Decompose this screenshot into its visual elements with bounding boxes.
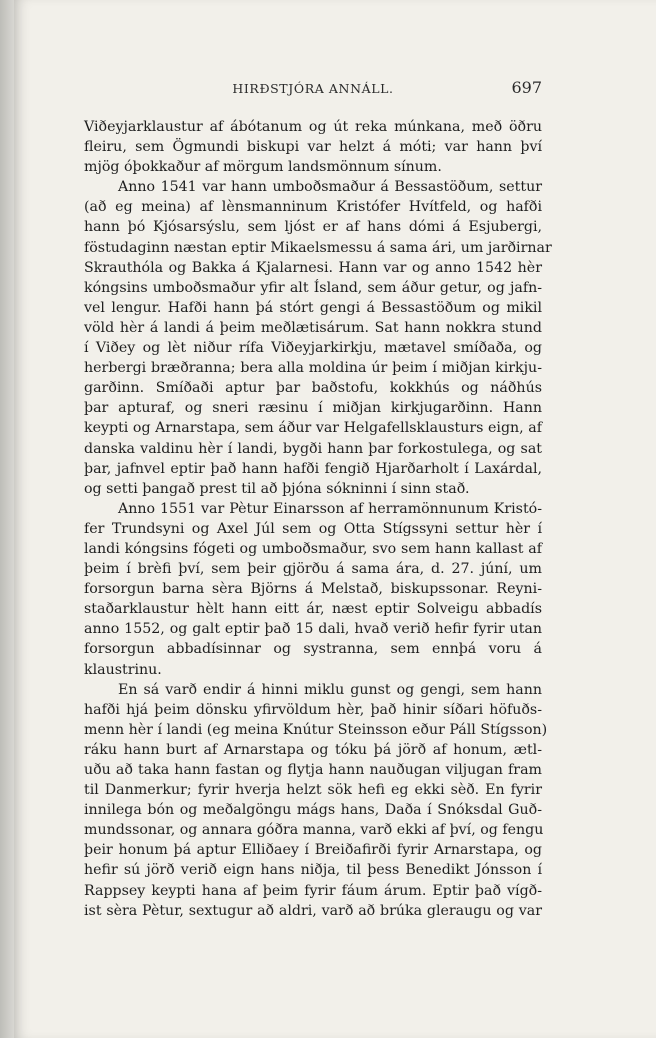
- text-line: En sá varð endir á hinni miklu gunst og gengi, sem hann: [118, 681, 542, 698]
- text-line: fer Trundsyni og Axel Júl sem og Otta Stígssyni settur hèr í: [84, 520, 542, 537]
- text-line: garðinn. Smíðaði aptur þar baðstofu, kokkhús og náðhús: [84, 380, 542, 397]
- text-line: forsorgun barna sèra Björns á Melstað, biskupssonar. Reyni-: [84, 581, 542, 598]
- text-line: vel lengur. Hafði hann þá stórt gengi á Bessastöðum og mikil: [84, 299, 542, 316]
- text-line: Anno 1551 var Pètur Einarsson af herramönnunum Kristó-: [118, 500, 542, 517]
- text-line: herbergi bræðranna; bera alla moldina úr þeim í miðjan kirkju-: [84, 360, 542, 377]
- text-line: anno 1552, og galt eptir það 15 dali, hvað verið hefir fyrir utan: [84, 621, 542, 638]
- text-line: mjög óþokkaður af mörgum landsmönnum sínum.: [84, 159, 442, 176]
- page-number: 697: [511, 78, 542, 97]
- text-line: þeim í brèfi því, sem þeir gjörðu á sama ára, d. 27. júní, um: [84, 561, 542, 578]
- page-header: [84, 78, 542, 100]
- text-line: uðu að taka hann fastan og flytja hann nauðugan viljugan fram: [84, 762, 542, 778]
- text-line: Viðeyjarklaustur af ábótanum og út reka múnkana, með öðru: [84, 119, 542, 135]
- running-head: HIRÐSTJÓRA ANNÁLL.: [232, 81, 394, 96]
- text-line: kóngsins umboðsmaður yfir alt Ísland, sem áður getur, og jafn-: [84, 279, 542, 296]
- text-line: hefir sú jörð verið eign hans niðja, til þess Benedikt Jónsson í: [84, 862, 542, 879]
- text-line: Rappsey keypti hana af þeim fyrir fáum árum. Eptir það vígð-: [84, 882, 542, 899]
- text-line: danska valdinu hèr í landi, bygði hann þar forkostulega, og sat: [84, 440, 542, 457]
- text-line: hann þó Kjósarsýslu, sem ljóst er af hans dómi á Esjubergi,: [84, 219, 542, 236]
- text-line: til Danmerkur; fyrir hverja helzt sök hefi eg ekki sèð. En fyrir: [84, 782, 542, 799]
- text-line: þar, jafnvel eptir það hann hafði fengið Hjarðarholt í Laxárdal,: [84, 460, 542, 477]
- text-line: menn hèr í landi (eg meina Knútur Steinsson eður Páll Stígsson): [84, 721, 548, 738]
- text-line: og setti þangað prest til að þjóna sókninni í sinn stað.: [84, 480, 470, 497]
- text-line: völd hèr á landi á þeim meðlætisárum. Sat hann nokkra stund: [84, 319, 542, 336]
- text-line: þeir honum þá aptur Elliðaey í Breiðafirði fyrir Arnarstapa, og: [84, 842, 542, 859]
- text-line: forsorgun abbadísinnar og systranna, sem ennþá voru á: [84, 641, 542, 658]
- text-line: mundssonar, og annara góðra manna, varð ekki af því, og fengu: [84, 822, 544, 839]
- text-line: hafði hjá þeim dönsku yfirvöldum hèr, það hinir síðari höfuðs-: [84, 701, 542, 718]
- text-line: staðarklaustur hèlt hann eitt ár, næst eptir Solveigu abbadís: [84, 601, 542, 618]
- text-line: innilega bón og meðalgöngu mágs hans, Daða í Snóksdal Guð-: [84, 802, 542, 819]
- text-line: þar apturaf, og sneri ræsinu í miðjan kirkjugarðinn. Hann: [84, 400, 542, 417]
- text-line: Anno 1541 var hann umboðsmaður á Bessastöðum, settur: [118, 179, 542, 196]
- text-line: Skrauthóla og Bakka á Kjalarnesi. Hann var og anno 1542 hèr: [84, 259, 542, 276]
- text-line: ist sèra Pètur, sextugur að aldri, varð að brúka gleraugu og var: [84, 902, 542, 919]
- text-line: föstudaginn næstan eptir Mikaelsmessu á sama ári, um jarðirnar: [84, 239, 552, 256]
- text-line: keypti og Arnarstapa, sem áður var Helgafellsklausturs eign, af: [84, 420, 542, 437]
- text-line: klaustrinu.: [84, 661, 162, 678]
- text-line: (að eg meina) af lènsmanninum Kristófer Hvítfeld, og hafði: [84, 199, 542, 216]
- body-text: [84, 117, 552, 921]
- text-line: fleiru, sem Ögmundi biskupi var helzt á móti; var hann því: [84, 139, 542, 156]
- text-line: ráku hann burt af Arnarstapa og tóku þá jörð af honum, ætl-: [84, 741, 542, 758]
- text-line: í Viðey og lèt niður rífa Viðeyjarkirkju, mætavel smíðaða, og: [84, 340, 542, 357]
- book-gutter: [0, 0, 14, 1038]
- text-line: landi kóngsins fógeti og umboðsmaður, svo sem hann kallast af: [84, 540, 542, 557]
